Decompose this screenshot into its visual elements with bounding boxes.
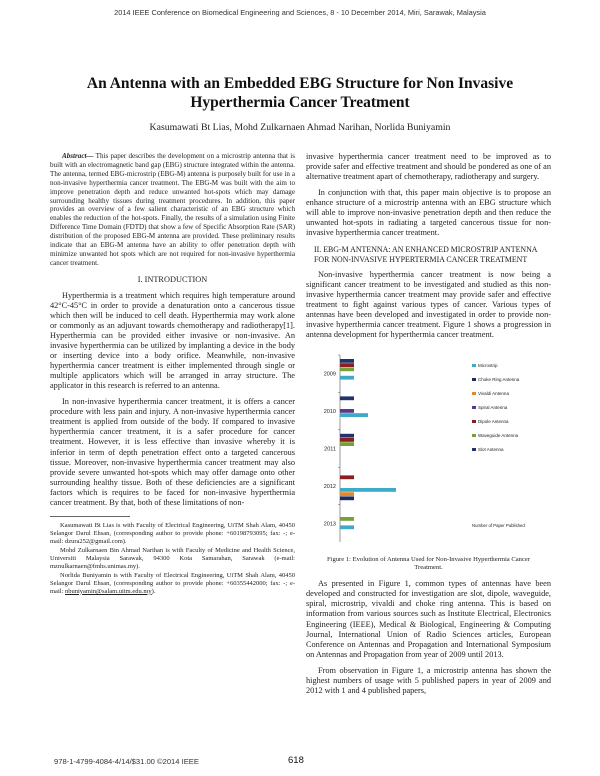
chart-legend-label: Slot Antenna (478, 446, 504, 452)
chart-bar (340, 525, 354, 529)
footnote-author-2: Mohd Zulkarnaen Bin Ahmad Narihan is with Faculty of Medicine and Health Science, Universiti Malaysia Sarawak, 94300 Kota Samarahan, Sarawak (e-mail: mznulkarnaen@fmhs.unimas.my). (50, 546, 295, 570)
chart-legend-swatch (472, 378, 476, 381)
footnote-author-3 (50, 572, 295, 596)
chart-legend-label: Dipole Antenna (478, 418, 509, 424)
chart-legend-swatch (472, 420, 476, 423)
section-heading-introduction: I. INTRODUCTION (137, 274, 208, 284)
title-line-1: An Antenna with an Embedded EBG Structure for Non Invasive (86, 75, 514, 92)
right-column (306, 152, 551, 696)
abstract-text: This paper describes the development on a microstrip antenna that is built with an electromagnetic band gap (EBG) structure integrated within the antenna. The antenna, termed EBG-microstrip (EBG-M) antenna is purposely built for use in a non-invasive hyperthermia cancer treatment. The EBG-M was built with the aim to improve penetration depth and reduce unwanted hot-spots which may damage surrounding healthy tissues during treatment procedures. In addition, this paper provides an overview of a few salient characteristic of an EBG structure which enables the reduction of the hot-spots. Finally, the results of a simulation using Finite Difference Time Domain (FDTD) that show a few of Specific Absorption Rate (SAR) distribution of the proposed EBG-M antenna are provided. These preliminary results indicate that an EBG-M antenna have an ability to offer penetration depth with minimize unwanted hot spots which are not required for non-invasive hyperthermia cancer treatment. (50, 152, 295, 267)
right-paragraph-1: invasive hyperthermia cancer treatment need to be improved as to provide safer and effective treatment and should be pondered as one of an alternative treatment apart of chemotherapy, radiotherapy and surgery. (306, 152, 551, 182)
section-heading-ebg-m: II. EBG-M ANTENNA: AN ENHANCED MICROSTRIP ANTENNA FOR NON-INVASIVE HYPERTERMIA CANCER TREATMENT (314, 245, 538, 264)
conference-header: 2014 IEEE Conference on Biomedical Engineering and Sciences, 8 - 10 December 2014, Miri, Sarawak, Malaysia (114, 8, 486, 17)
chart-bar (340, 396, 354, 400)
section2-paragraph-3: From observation in Figure 1, a microstrip antenna has shown the highest numbers of usage with 5 published papers in year of 2009 and 2012 with 1 and 4 published papers, (306, 665, 551, 695)
footnotes (50, 522, 295, 596)
section2-paragraph-1: Non-invasive hyperthermia cancer treatment is now being a significant cancer treatment to be investigated and studied as this non-invasive hyperthermia cancer treatment may provide safer and effective treatment to fight against various types of cancer. Various types of antennas have been developed and investigated in order to provide non-invasive hyperthermia cancer treatment. Figure 1 shows a progression in antenna development for hyperthermia cancer treatment. (306, 270, 551, 340)
chart-bar (340, 413, 368, 417)
footnote-divider (50, 516, 130, 517)
chart-category-label: 2013 (323, 520, 336, 527)
chart-bar (340, 367, 354, 371)
title-line-2: Hyperthermia Cancer Treatment (190, 94, 410, 111)
chart-legend-swatch (472, 406, 476, 409)
chart-legend-label: Spiral Antenna (478, 404, 508, 410)
chart-legend-swatch (472, 434, 476, 437)
chart-bar (340, 488, 396, 492)
chart-bar (340, 409, 354, 413)
chart-legend-swatch (472, 392, 476, 395)
chart-bar (340, 442, 354, 446)
section2-paragraph-2: As presented in Figure 1, common types of antennas have been developed and constructed for investigation are slot, dipole, waveguide, spiral, microstrip, vivaldi and choke ring antenna. This is based on information from various sources such as Institute Electrical, Electronics Engineering (IEEE), Medical & Biological, Engineering & Computing Journal, International Union of Radio Sciences articles, European Conference on Antennas and Propagation and International Symposium on Antennas and Propagation from year of 2009 until 2013. (306, 579, 551, 659)
figure-1-caption: Figure 1: Evolution of Antenna Used for Non-Invasive Hyperthermia Cancer Treatment. (326, 555, 531, 571)
chart-bar (340, 517, 354, 521)
abstract-label: Abstract— (62, 152, 94, 160)
right-paragraph-2: In conjunction with that, this paper main objective is to propose an enhance structure of a microstrip antenna with an EBG structure which will able to improve non-invasive penetration depth and then reduce the unwanted hot-spots in radiating a targeted cancerous tissue for non-invasive hyperthermia cancer treatment. (306, 188, 551, 238)
footnote-3-text: Norlida Buniyamin is with Faculty of Electrical Engineering, UiTM Shah Alam, 40450 Selangor Darul Ehsan, (corresponding author to provide phone: +60355442000; fax: -; e-mail: (50, 571, 295, 595)
page-number: 618 (288, 755, 304, 766)
author-list: Kasumawati Bt Lias, Mohd Zulkarnaen Ahmad Narihan, Norlida Buniyamin (149, 122, 451, 133)
chart-axis-note: Number of Paper Published (472, 522, 525, 528)
chart-bar (340, 475, 354, 479)
chart-legend-label: Vivaldi Antenna (478, 390, 509, 396)
chart-legend-swatch (472, 448, 476, 451)
chart-category-label: 2009 (323, 371, 336, 378)
chart-bar (340, 363, 354, 367)
chart-category-label: 2011 (324, 446, 336, 453)
chart-bar (340, 438, 354, 442)
footnote-3-email-link[interactable]: nbuniyamin@salam.uitm.edu.my (64, 587, 152, 595)
chart-legend-label: Microstrip (478, 362, 498, 368)
footnote-author-1: Kasumawati Bt Lias is with Faculty of Electrical Engineering, UiTM Shah Alam, 40450 Selangor Darul Ehsan, (corresponding author to provide phone: +60198793095; fax: -; e-mail: dzura252@gmail.com). (50, 521, 295, 545)
chart-bar (340, 492, 354, 496)
chart-bar (340, 496, 354, 500)
chart-legend-label: Waveguide Antenna (478, 432, 519, 438)
chart-category-label: 2012 (323, 483, 336, 490)
footnote-3-close: ). (151, 587, 156, 595)
chart-bar (340, 359, 354, 363)
chart-bar (340, 375, 354, 379)
chart-legend-label: Choke Ring Antenna (478, 376, 520, 382)
left-column (50, 152, 295, 597)
paper-title (40, 74, 560, 112)
antenna-evolution-chart (306, 347, 551, 552)
isbn-footer: 978-1-4799-4084-4/14/$31.00 ©2014 IEEE (54, 757, 199, 766)
chart-category-label: 2010 (323, 408, 336, 415)
chart-legend-swatch (472, 364, 476, 367)
chart-bar (340, 433, 354, 437)
abstract (50, 152, 295, 268)
intro-paragraph-1: Hyperthermia is a treatment which requires high temperature around 42°C-45°C in order to provide a denaturation onto a cancerous tissue which then will be induced to cell death. Hyperthermia may work alone or commonly as an adjuvant towards chemotherapy and radiotherapy[1]. Hyperthermia can be provided either invasive or non-invasive. An invasive hyperthermia can be utilized by implanting a device in the body or inserting device into a body orifice. Meanwhile, non-invasive hyperthermia cancer treatment is either implemented through single or multiple applicators which will be arranged in array structure. The applicator in this research is referred to an antenna. (50, 290, 295, 391)
intro-paragraph-2: In non-invasive hyperthermia cancer treatment, it is offers a cancer procedure with less pain and injury. A non-invasive hyperthermia cancer treatment is applied from outside of the body. If compared to invasive hyperthermia cancer treatment, it is a safer procedure for cancer treatment. However, it is less effective than invasive whereby it is inferior in term of depth penetration effect onto a targeted cancerous tissue. Moreover, non-invasive hyperthermia cancer treatment may also provide severe unwanted hot-spots which may offer damage onto other surrounding healthy tissue. Both of these deficiencies are a significant factors which is requires to be faced for non-invasive hyperthermia cancer treatment. By that, both of these limitations of non- (50, 397, 295, 507)
figure-1 (306, 347, 551, 552)
